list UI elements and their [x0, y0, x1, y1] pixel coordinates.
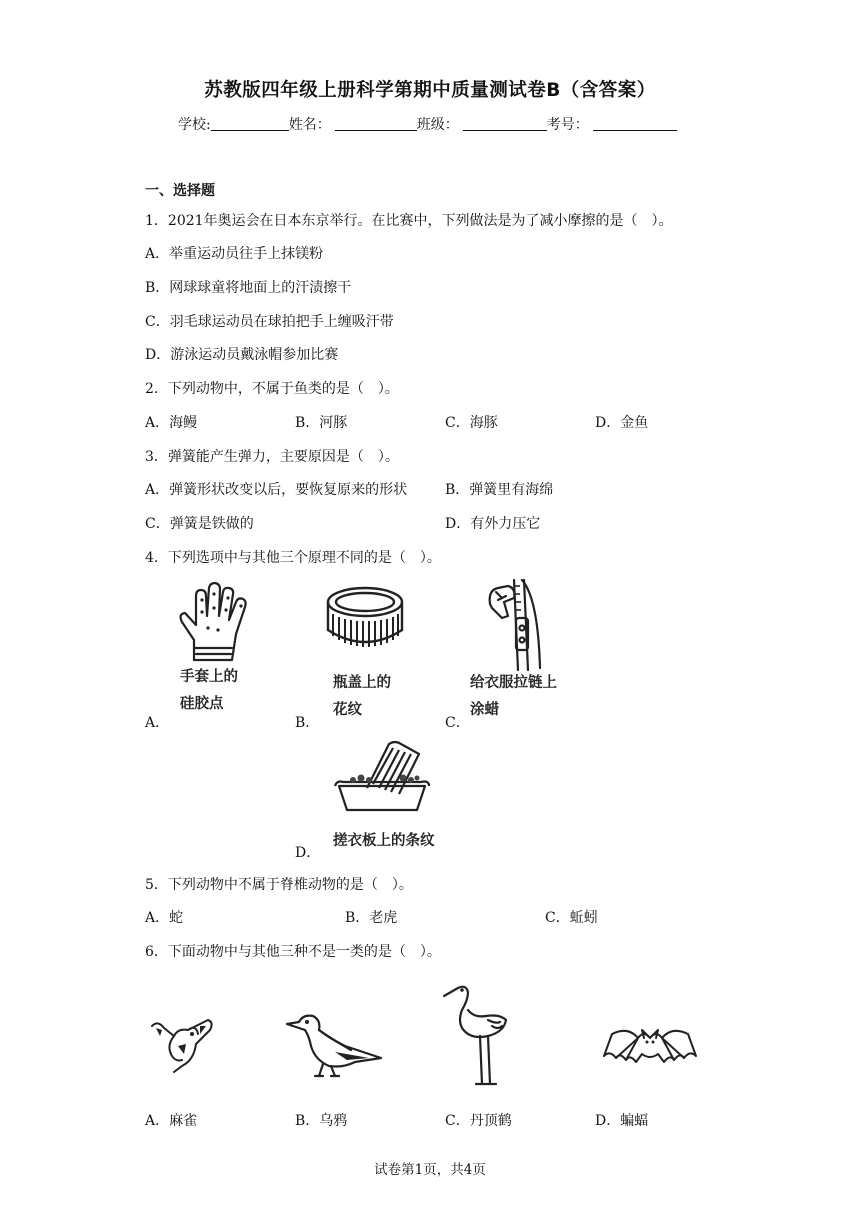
q2-option-a: A．海鳗 — [145, 415, 198, 431]
q4-option-b-caption: 瓶盖上的 花纹 — [333, 675, 391, 718]
sparrow-icon — [148, 1016, 218, 1074]
question-6: 6．下面动物中与其他三种不是一类的是（ ）。 — [145, 944, 441, 960]
class-label: 班级： — [416, 117, 459, 133]
q2-option-b: B．河豚 — [295, 415, 348, 431]
section-title: 一、选择题 — [145, 183, 215, 199]
q3-option-d: D．有外力压它 — [445, 516, 541, 532]
q5-option-a: A．蛇 — [145, 910, 184, 926]
q1-option-b: B．网球球童将地面上的汗渍擦干 — [145, 280, 352, 296]
school-blank[interactable] — [211, 116, 289, 131]
id-label: 考号： — [546, 117, 589, 133]
q3-option-b: B．弹簧里有海绵 — [445, 482, 554, 498]
q1-option-c: C．羽毛球运动员在球拍把手上缠吸汗带 — [145, 314, 394, 330]
id-blank[interactable] — [593, 116, 677, 131]
crane-icon — [440, 976, 520, 1088]
q1-option-d: D．游泳运动员戴泳帽参加比赛 — [145, 347, 339, 363]
bottle-cap-icon — [323, 584, 407, 654]
question-3: 3．弹簧能产生弹力，主要原因是（ ）。 — [145, 449, 399, 465]
question-1: 1．2021年奥运会在日本东京举行。在比赛中，下列做法是为了减小摩擦的是（ ）。 — [145, 213, 673, 229]
q3-option-c: C．弹簧是铁做的 — [145, 516, 254, 532]
question-4: 4．下列选项中与其他三个原理不同的是（ ）。 — [145, 550, 441, 566]
q6-option-a: A．麻雀 — [145, 1113, 198, 1129]
q1-option-a: A．举重运动员往手上抹镁粉 — [145, 246, 324, 262]
q4-option-b-letter: B． — [295, 715, 320, 731]
q4-option-c-caption: 给衣服拉链上 涂蜡 — [470, 675, 557, 718]
school-label: 学校: — [178, 117, 211, 133]
glove-icon — [174, 582, 256, 666]
bat-icon — [602, 1016, 698, 1074]
q4-option-a-caption: 手套上的 硅胶点 — [180, 669, 238, 712]
q5-option-c: C．蚯蚓 — [545, 910, 598, 926]
name-blank[interactable] — [335, 116, 417, 131]
q6-option-d: D．蝙蝠 — [595, 1113, 649, 1129]
crow-icon — [285, 1012, 385, 1078]
q4-option-c-letter: C． — [445, 715, 470, 731]
q6-option-c: C．丹顶鹤 — [445, 1113, 512, 1129]
class-blank[interactable] — [463, 116, 547, 131]
q4-option-a-letter: A． — [145, 715, 170, 731]
q4-option-d-letter: D． — [295, 845, 321, 861]
q2-option-d: D．金鱼 — [595, 415, 649, 431]
zipper-icon — [478, 578, 548, 670]
q3-option-a: A．弹簧形状改变以后，要恢复原来的形状 — [145, 482, 408, 498]
question-5: 5．下列动物中不属于脊椎动物的是（ ）。 — [145, 877, 413, 893]
washboard-icon — [333, 740, 431, 820]
page-title: 苏教版四年级上册科学第期中质量测试卷B（含答案） — [204, 80, 656, 101]
q5-option-b: B．老虎 — [345, 910, 398, 926]
q6-option-b: B．乌鸦 — [295, 1113, 348, 1129]
q4-option-d-caption: 搓衣板上的条纹 — [333, 833, 435, 849]
student-info-line — [178, 114, 677, 134]
question-2: 2．下列动物中，不属于鱼类的是（ ）。 — [145, 381, 399, 397]
q2-option-c: C．海豚 — [445, 415, 498, 431]
name-label: 姓名： — [288, 117, 331, 133]
page-footer: 试卷第1页，共4页 — [374, 1162, 486, 1178]
